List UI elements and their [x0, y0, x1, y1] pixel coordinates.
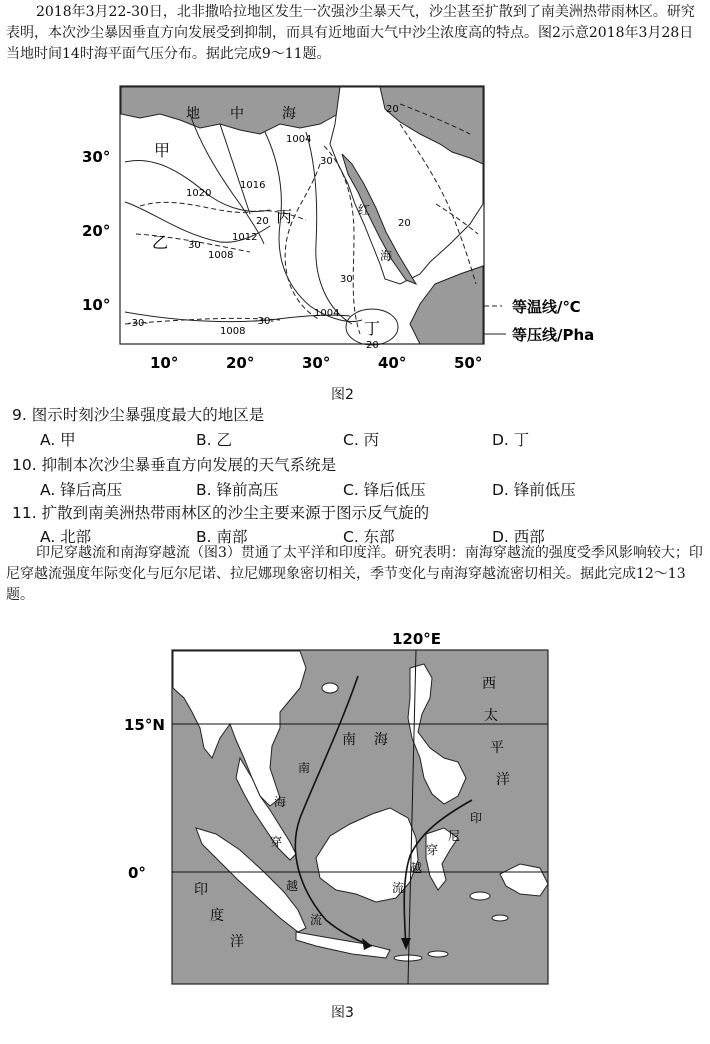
lat-label-15n: 15°N — [124, 716, 165, 734]
option-9a: A. 甲 — [40, 431, 76, 449]
region-label-yi: 乙 — [152, 233, 169, 252]
option-10d: D. 锋前低压 — [492, 481, 576, 499]
indian-ocean-label: 印 — [194, 882, 208, 898]
figure3-caption: 图3 — [331, 1005, 354, 1021]
passage-throughflow: 印尼穿越流和南海穿越流（图3）贯通了太平洋和印度洋。研究表明：南海穿越流的强度受季风影响较大；印尼穿越流强度年际变化与厄尔尼诺、拉尼娜现象密切相关，季节变化与南海穿越流密切相关。据此完成12～13题。 — [6, 545, 703, 603]
isotherm-value: 30 — [188, 240, 201, 251]
isobar-value: 1016 — [240, 180, 266, 191]
isotherm-value: 20 — [398, 218, 411, 229]
itf-flow-label: 穿 — [426, 843, 439, 857]
option-10b: B. 锋前高压 — [196, 481, 279, 499]
option-11d: D. 西部 — [492, 528, 545, 546]
option-11b: B. 南部 — [196, 528, 248, 546]
south-china-sea-label: 南 — [342, 732, 356, 748]
scs-flow-label: 南 — [298, 761, 311, 775]
region-label-ding: 丁 — [364, 319, 381, 338]
itf-flow-label: 越 — [410, 861, 423, 875]
option-9b: B. 乙 — [196, 431, 232, 449]
sea-label: 地 — [186, 106, 200, 122]
isotherm-value: -30- — [254, 316, 274, 327]
itf-flow-label: 印 — [470, 811, 483, 825]
figure3-throughflow-map — [120, 628, 560, 990]
question-11 — [12, 503, 429, 523]
pacific-label: 平 — [490, 740, 504, 756]
lon-label: 40° — [378, 354, 407, 372]
lat-label: 10° — [82, 296, 111, 314]
scs-flow-label: 流 — [310, 913, 323, 927]
pacific-label: 洋 — [496, 772, 510, 788]
isobar-value: 1008 — [220, 326, 246, 337]
option-10c: C. 锋后低压 — [343, 481, 426, 499]
question-number: 11. — [12, 504, 37, 522]
option-11c: C. 东部 — [343, 528, 395, 546]
figure2-pressure-map — [80, 84, 660, 380]
isobar-value: 1012 — [232, 232, 258, 243]
lat-label: 30° — [82, 148, 111, 166]
isotherm-value: 20 — [366, 340, 379, 351]
question-text: 图示时刻沙尘暴强度最大的地区是 — [31, 406, 265, 424]
region-label-bing: 丙 — [276, 207, 293, 226]
isotherm-value: 30 — [340, 274, 353, 285]
lat-label: 20° — [82, 222, 111, 240]
scs-flow-label: 穿 — [270, 835, 283, 849]
passage-intro-dust-storm: 2018年3月22-30日，北非撒哈拉地区发生一次强沙尘暴天气，沙尘甚至扩散到了南美洲热带雨林区。研究表明，本次沙尘暴因垂直方向发展受到抑制，而具有近地面大气中沙尘浓度高的特点。图2示意2018年3月28日当地时间14时海平面气压分布。据此完成9～11题。 — [6, 4, 695, 62]
indian-ocean-label: 度 — [210, 908, 224, 924]
south-china-sea-label: 海 — [374, 732, 388, 748]
question-text: 扩散到南美洲热带雨林区的沙尘主要来源于图示反气旋的 — [41, 504, 430, 522]
legend-isobar: 等压线/Pha — [512, 326, 595, 344]
isobar-value: 1020 — [186, 188, 212, 199]
lat-label-0: 0° — [128, 864, 146, 882]
lon-label-120e: 120°E — [392, 630, 442, 648]
question-9 — [12, 405, 264, 425]
option-9c: C. 丙 — [343, 431, 380, 449]
lon-label: 10° — [150, 354, 179, 372]
red-sea-label: 海 — [380, 249, 393, 263]
indian-ocean-label: 洋 — [230, 934, 244, 950]
isotherm-value: 20 — [256, 216, 269, 227]
itf-flow-label: 尼 — [448, 829, 461, 843]
pacific-label: 太 — [484, 708, 498, 724]
isobar-value: 1004 — [286, 134, 312, 145]
option-11a: A. 北部 — [40, 528, 92, 546]
region-label-jia: 甲 — [154, 141, 171, 160]
itf-flow-label: 流 — [392, 881, 405, 895]
red-sea-label: 红 — [358, 203, 371, 217]
legend-isotherm: 等温线/℃ — [512, 298, 581, 316]
option-10a: A. 锋后高压 — [40, 481, 123, 499]
sea-label: 中 — [230, 106, 244, 122]
figure2-caption: 图2 — [331, 387, 354, 403]
pacific-label: 西 — [482, 676, 496, 692]
scs-flow-label: 海 — [274, 795, 287, 809]
isotherm-value: 20 — [386, 104, 399, 115]
lon-label: 30° — [302, 354, 331, 372]
scs-flow-label: 越 — [286, 879, 299, 893]
question-number: 9. — [12, 406, 27, 424]
question-number: 10. — [12, 456, 37, 474]
isotherm-value: -30- — [128, 318, 148, 329]
isotherm-value: 30 — [320, 156, 333, 167]
option-9d: D. 丁 — [492, 431, 530, 449]
question-10 — [12, 455, 336, 475]
isobar-value: 1008 — [208, 250, 234, 261]
isobar-value: 1004 — [314, 308, 340, 319]
lon-label: 50° — [454, 354, 483, 372]
lon-label: 20° — [226, 354, 255, 372]
sea-label: 海 — [282, 106, 296, 122]
question-text: 抑制本次沙尘暴垂直方向发展的天气系统是 — [41, 456, 337, 474]
